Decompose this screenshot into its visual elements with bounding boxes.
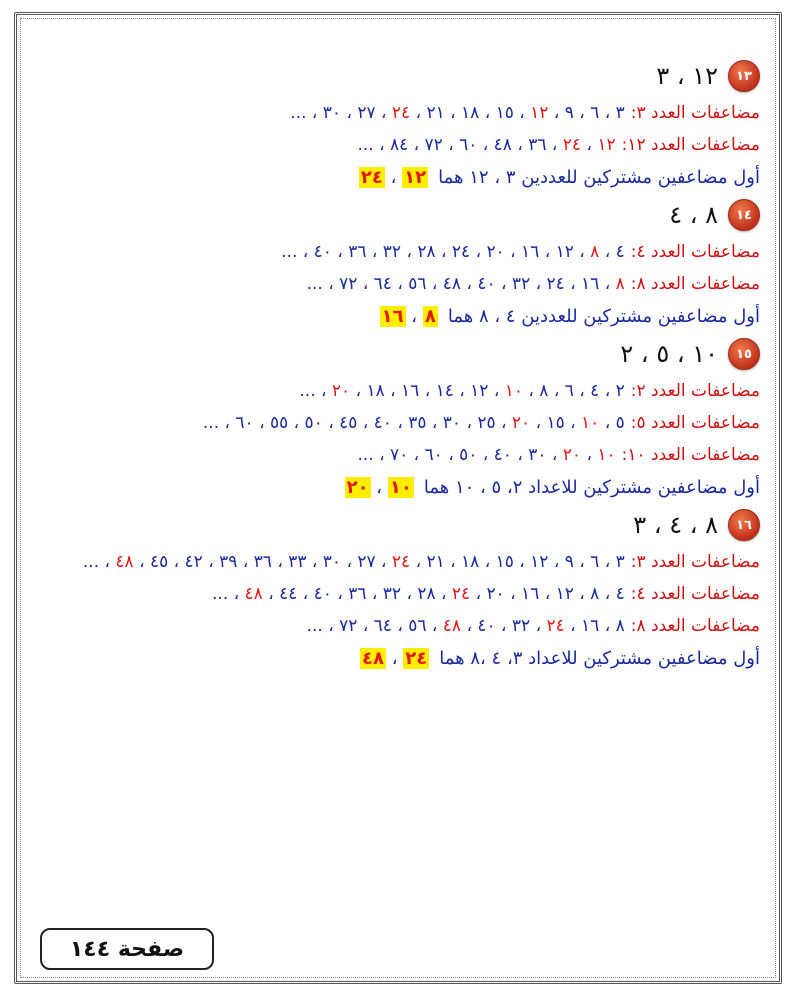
multiples-line — [40, 100, 760, 127]
multiples-label: مضاعفات العدد ١٢: — [621, 135, 760, 155]
multiples-label: مضاعفات العدد ٢: — [630, 381, 760, 401]
multiple-value: ٣٠ — [528, 445, 547, 465]
answer-value-highlight: ٨ — [424, 306, 436, 327]
multiple-value: ٢٨ — [417, 584, 436, 604]
problem-4 — [40, 507, 760, 672]
multiple-value: ١٢ — [530, 103, 549, 123]
multiples-line — [40, 239, 760, 266]
multiples-sequence: ١٠ ، ٢٠ ، ٣٠ ، ٤٠ ، ٥٠ ، ٦٠ ، ٧٠ ، ... — [357, 445, 616, 465]
answer-value-highlight: ٢٠ — [346, 477, 369, 498]
problem-numbers: ١٠ ، ٥ ، ٢ — [620, 340, 718, 368]
multiple-value: ٨ — [615, 616, 625, 636]
answer-value-highlight: ٢٤ — [405, 648, 428, 669]
multiples-sequence: ٢ ، ٤ ، ٦ ، ٨ ، ١٠ ، ١٢ ، ١٤ ، ١٦ ، ١٨ ، ٢٠ ، ... — [299, 381, 625, 401]
multiple-value: ١٢ — [597, 135, 616, 155]
multiple-value: ٧٢ — [339, 616, 358, 636]
multiples-line — [40, 549, 760, 576]
problem-2 — [40, 197, 760, 330]
problem-number-badge: ١٣ — [728, 60, 760, 92]
multiple-value: ١٤ — [435, 381, 454, 401]
multiple-value: ١٢ — [555, 242, 574, 262]
multiple-value: ١٢ — [470, 381, 489, 401]
problem-numbers: ٨ ، ٤ ، ٣ — [633, 511, 718, 539]
multiple-value: ٩ — [564, 103, 574, 123]
multiple-value: ٦٠ — [459, 135, 478, 155]
multiple-value: ٢٤ — [391, 552, 411, 572]
multiples-label: مضاعفات العدد ٤: — [630, 242, 760, 262]
multiple-value: ٢٤ — [546, 616, 565, 636]
multiple-value: ٤٠ — [477, 274, 496, 294]
multiple-value: ٣٩ — [219, 552, 238, 572]
multiple-value: ٧٢ — [339, 274, 358, 294]
multiples-label: مضاعفات العدد ٥: — [630, 413, 760, 433]
multiples-sequence: ٤ ، ٨ ، ١٢ ، ١٦ ، ٢٠ ، ٢٤ ، ٢٨ ، ٣٢ ، ٣٦ ، ٤٠ ، ٤٤ ، ٤٨ ، ... — [212, 584, 625, 604]
multiple-value: ١٢ — [555, 584, 574, 604]
answer-line: أول مضاعفين مشتركين للاعداد ٣، ٤ ،٨ هما٢٤ ، ٤٨ — [362, 648, 760, 669]
problem-heading — [40, 197, 760, 233]
multiple-value: ٢٤ — [451, 242, 471, 262]
answer-line: أول مضاعفين مشتركين للعددين ٣ ، ١٢ هما١٢ ، ٢٤ — [360, 167, 760, 188]
multiple-value: ... — [212, 584, 229, 604]
answer-value-highlight: ١٦ — [381, 306, 404, 327]
multiple-value: ٣٠ — [442, 413, 462, 433]
multiple-value: ٨ — [539, 381, 549, 401]
multiple-value: ٢٧ — [357, 103, 376, 123]
multiples-line — [40, 271, 760, 298]
multiple-value: ٦ — [590, 552, 600, 572]
multiple-value: ٣٠ — [322, 552, 342, 572]
multiples-label: مضاعفات العدد ٨: — [630, 616, 760, 636]
multiples-label: مضاعفات العدد ٣: — [630, 103, 760, 123]
multiple-value: ٣٢ — [511, 616, 531, 636]
multiple-value: ... — [82, 552, 100, 572]
multiple-value: ٨ — [590, 242, 600, 262]
multiple-value: ٣٥ — [408, 413, 427, 433]
multiple-value: ... — [281, 242, 298, 262]
multiple-value: ٤٠ — [373, 413, 392, 433]
multiple-value: ... — [357, 445, 374, 465]
problem-numbers: ١٢ ، ٣ — [656, 62, 718, 90]
multiple-value: ١٦ — [581, 274, 600, 294]
answer-text: أول مضاعفين مشتركين للعددين ٣ ، ١٢ هما — [438, 167, 760, 188]
multiple-value: ٢٠ — [562, 445, 582, 465]
multiple-value: ٢١ — [426, 552, 445, 572]
multiple-value: ٣٢ — [382, 242, 402, 262]
multiples-line — [40, 442, 760, 469]
multiple-value: ٣ — [615, 552, 625, 572]
problem-heading — [40, 58, 760, 94]
multiple-value: ١٨ — [366, 381, 385, 401]
answer-text: أول مضاعفين مشتركين للاعداد ٣، ٤ ،٨ هما — [439, 648, 760, 669]
multiple-value: ٢٥ — [477, 413, 496, 433]
page-number-label: صفحة ١٤٤ — [40, 928, 214, 970]
multiple-value: ١٥ — [495, 552, 514, 572]
answer-value-highlight: ٢٤ — [360, 167, 383, 188]
multiples-label: مضاعفات العدد ٤: — [630, 584, 760, 604]
multiple-value: ٨٤ — [389, 135, 409, 155]
multiple-value: ٢٠ — [511, 413, 531, 433]
multiples-line — [40, 132, 760, 159]
multiple-value: ٧٢ — [424, 135, 443, 155]
multiple-value: ٦ — [564, 381, 574, 401]
worksheet-content — [40, 52, 760, 677]
answer-text: أول مضاعفين مشتركين للعددين ٤ ، ٨ هما — [447, 306, 760, 327]
multiples-sequence: ٥ ، ١٠ ، ١٥ ، ٢٠ ، ٢٥ ، ٣٠ ، ٣٥ ، ٤٠ ، ٤٥ ، ٥٠ ، ٥٥ ، ٦٠ ، ... — [202, 413, 625, 433]
multiple-value: ١٨ — [461, 552, 480, 572]
multiple-value: ٦٠ — [235, 413, 254, 433]
multiple-value: ... — [306, 274, 323, 294]
multiple-value: ١٥ — [495, 103, 514, 123]
multiple-value: ٣٦ — [528, 135, 547, 155]
answer-line: أول مضاعفين مشتركين للاعداد ٢، ٥ ، ١٠ هما١٠ ، ٢٠ — [346, 477, 760, 498]
multiple-value: ٤٨ — [442, 616, 462, 636]
multiple-value: ٣٣ — [288, 552, 307, 572]
multiple-value: ٤٨ — [493, 135, 512, 155]
multiples-label: مضاعفات العدد ٨: — [630, 274, 760, 294]
multiples-line — [40, 613, 760, 640]
multiples-label: مضاعفات العدد ١٠: — [621, 445, 760, 465]
multiple-value: ٣٢ — [382, 584, 402, 604]
multiple-value: ٣٢ — [511, 274, 531, 294]
multiple-value: ١٠ — [581, 413, 600, 433]
multiple-value: ... — [290, 103, 307, 123]
multiple-value: ٦ — [590, 103, 600, 123]
multiple-value: ... — [299, 381, 316, 401]
multiples-sequence: ١٢ ، ٢٤ ، ٣٦ ، ٤٨ ، ٦٠ ، ٧٢ ، ٨٤ ، ... — [357, 135, 616, 155]
multiples-sequence: ٨ ، ١٦ ، ٢٤ ، ٣٢ ، ٤٠ ، ٤٨ ، ٥٦ ، ٦٤ ، ٧٢ ، ... — [306, 616, 625, 636]
answer-text: أول مضاعفين مشتركين للاعداد ٢، ٥ ، ١٠ هما — [423, 477, 760, 498]
multiple-value: ٧٠ — [389, 445, 409, 465]
multiple-value: ٨ — [590, 584, 600, 604]
multiple-value: ٤٥ — [149, 552, 169, 572]
multiple-value: ٥ — [615, 413, 625, 433]
multiple-value: ٦٤ — [373, 616, 392, 636]
multiple-value: ١٠ — [597, 445, 616, 465]
multiples-sequence: ٣ ، ٦ ، ٩ ، ١٢ ، ١٥ ، ١٨ ، ٢١ ، ٢٤ ، ٢٧ ، ٣٠ ، ... — [290, 103, 625, 123]
multiple-value: ١٦ — [521, 584, 540, 604]
multiple-value: ٢١ — [426, 103, 445, 123]
answer-value-highlight: ١٠ — [389, 477, 412, 498]
multiple-value: ١٦ — [581, 616, 600, 636]
multiple-value: ٢ — [615, 381, 625, 401]
multiples-sequence: ٤ ، ٨ ، ١٢ ، ١٦ ، ٢٠ ، ٢٤ ، ٢٨ ، ٣٢ ، ٣٦ ، ٤٠ ، ... — [281, 242, 625, 262]
multiples-line — [40, 378, 760, 405]
problem-number-badge: ١٦ — [728, 509, 760, 541]
multiple-value: ٤٨ — [442, 274, 462, 294]
multiple-value: ١٠ — [504, 381, 523, 401]
multiple-value: ٥٠ — [304, 413, 323, 433]
multiple-value: ٤ — [615, 242, 625, 262]
multiple-value: ١٢ — [530, 552, 549, 572]
multiples-sequence: ٨ ، ١٦ ، ٢٤ ، ٣٢ ، ٤٠ ، ٤٨ ، ٥٦ ، ٦٤ ، ٧٢ ، ... — [306, 274, 625, 294]
multiple-value: ٨ — [615, 274, 625, 294]
multiple-value: ٢٠ — [486, 584, 505, 604]
multiples-line — [40, 581, 760, 608]
multiple-value: ٢٨ — [417, 242, 436, 262]
multiple-value: ٢٤ — [562, 135, 582, 155]
multiple-value: ... — [357, 135, 374, 155]
multiple-value: ٢٠ — [486, 242, 505, 262]
multiple-value: ٤ — [615, 584, 625, 604]
multiple-value: ٢٧ — [357, 552, 376, 572]
problem-number-badge: ١٥ — [728, 338, 760, 370]
multiple-value: ٣٠ — [322, 103, 342, 123]
multiple-value: ٦٠ — [424, 445, 443, 465]
answer-line: أول مضاعفين مشتركين للعددين ٤ ، ٨ هما٨ ، ١٦ — [381, 306, 760, 327]
problem-3 — [40, 336, 760, 501]
problem-number-badge: ١٤ — [728, 199, 760, 231]
multiple-value: ١٨ — [461, 103, 480, 123]
problem-numbers: ٨ ، ٤ — [669, 201, 718, 229]
problem-heading — [40, 507, 760, 543]
multiple-value: ٢٤ — [451, 584, 471, 604]
multiple-value: ٥٥ — [269, 413, 289, 433]
multiple-value: ... — [202, 413, 220, 433]
multiple-value: ٢٠ — [331, 381, 351, 401]
multiple-value: ٤٥ — [339, 413, 358, 433]
multiple-value: ٤٠ — [493, 445, 512, 465]
multiple-value: ٤ — [590, 381, 600, 401]
multiple-value: ١٦ — [521, 242, 540, 262]
multiple-value: ٢٤ — [546, 274, 565, 294]
multiple-value: ٦٤ — [373, 274, 392, 294]
multiples-line — [40, 410, 760, 437]
problem-heading — [40, 336, 760, 372]
multiple-value: ٤٠ — [313, 242, 332, 262]
multiple-value: ... — [306, 616, 323, 636]
multiple-value: ٤٤ — [279, 584, 298, 604]
multiples-label: مضاعفات العدد ٣: — [630, 552, 760, 572]
multiple-value: ٥٦ — [408, 274, 427, 294]
multiple-value: ١٦ — [401, 381, 420, 401]
multiple-value: ٣٦ — [348, 584, 367, 604]
multiple-value: ٥٦ — [408, 616, 427, 636]
multiple-value: ٤٨ — [115, 552, 134, 572]
answer-value-highlight: ٤٨ — [362, 648, 384, 669]
problem-1 — [40, 58, 760, 191]
multiple-value: ٣٦ — [253, 552, 272, 572]
multiple-value: ٤٢ — [184, 552, 203, 572]
multiple-value: ٢٤ — [391, 103, 411, 123]
multiple-value: ٤٠ — [313, 584, 332, 604]
multiple-value: ٤٨ — [244, 584, 263, 604]
multiple-value: ٣ — [615, 103, 625, 123]
multiple-value: ٥٠ — [459, 445, 478, 465]
multiples-sequence: ٣ ، ٦ ، ٩ ، ١٢ ، ١٥ ، ١٨ ، ٢١ ، ٢٤ ، ٢٧ ، ٣٠ ، ٣٣ ، ٣٦ ، ٣٩ ، ٤٢ ، ٤٥ ، ٤٨ ، ... — [82, 552, 625, 572]
answer-value-highlight: ١٢ — [404, 167, 427, 188]
multiple-value: ٤٠ — [477, 616, 496, 636]
multiple-value: ٩ — [564, 552, 574, 572]
multiple-value: ٣٦ — [348, 242, 367, 262]
multiple-value: ١٥ — [546, 413, 565, 433]
